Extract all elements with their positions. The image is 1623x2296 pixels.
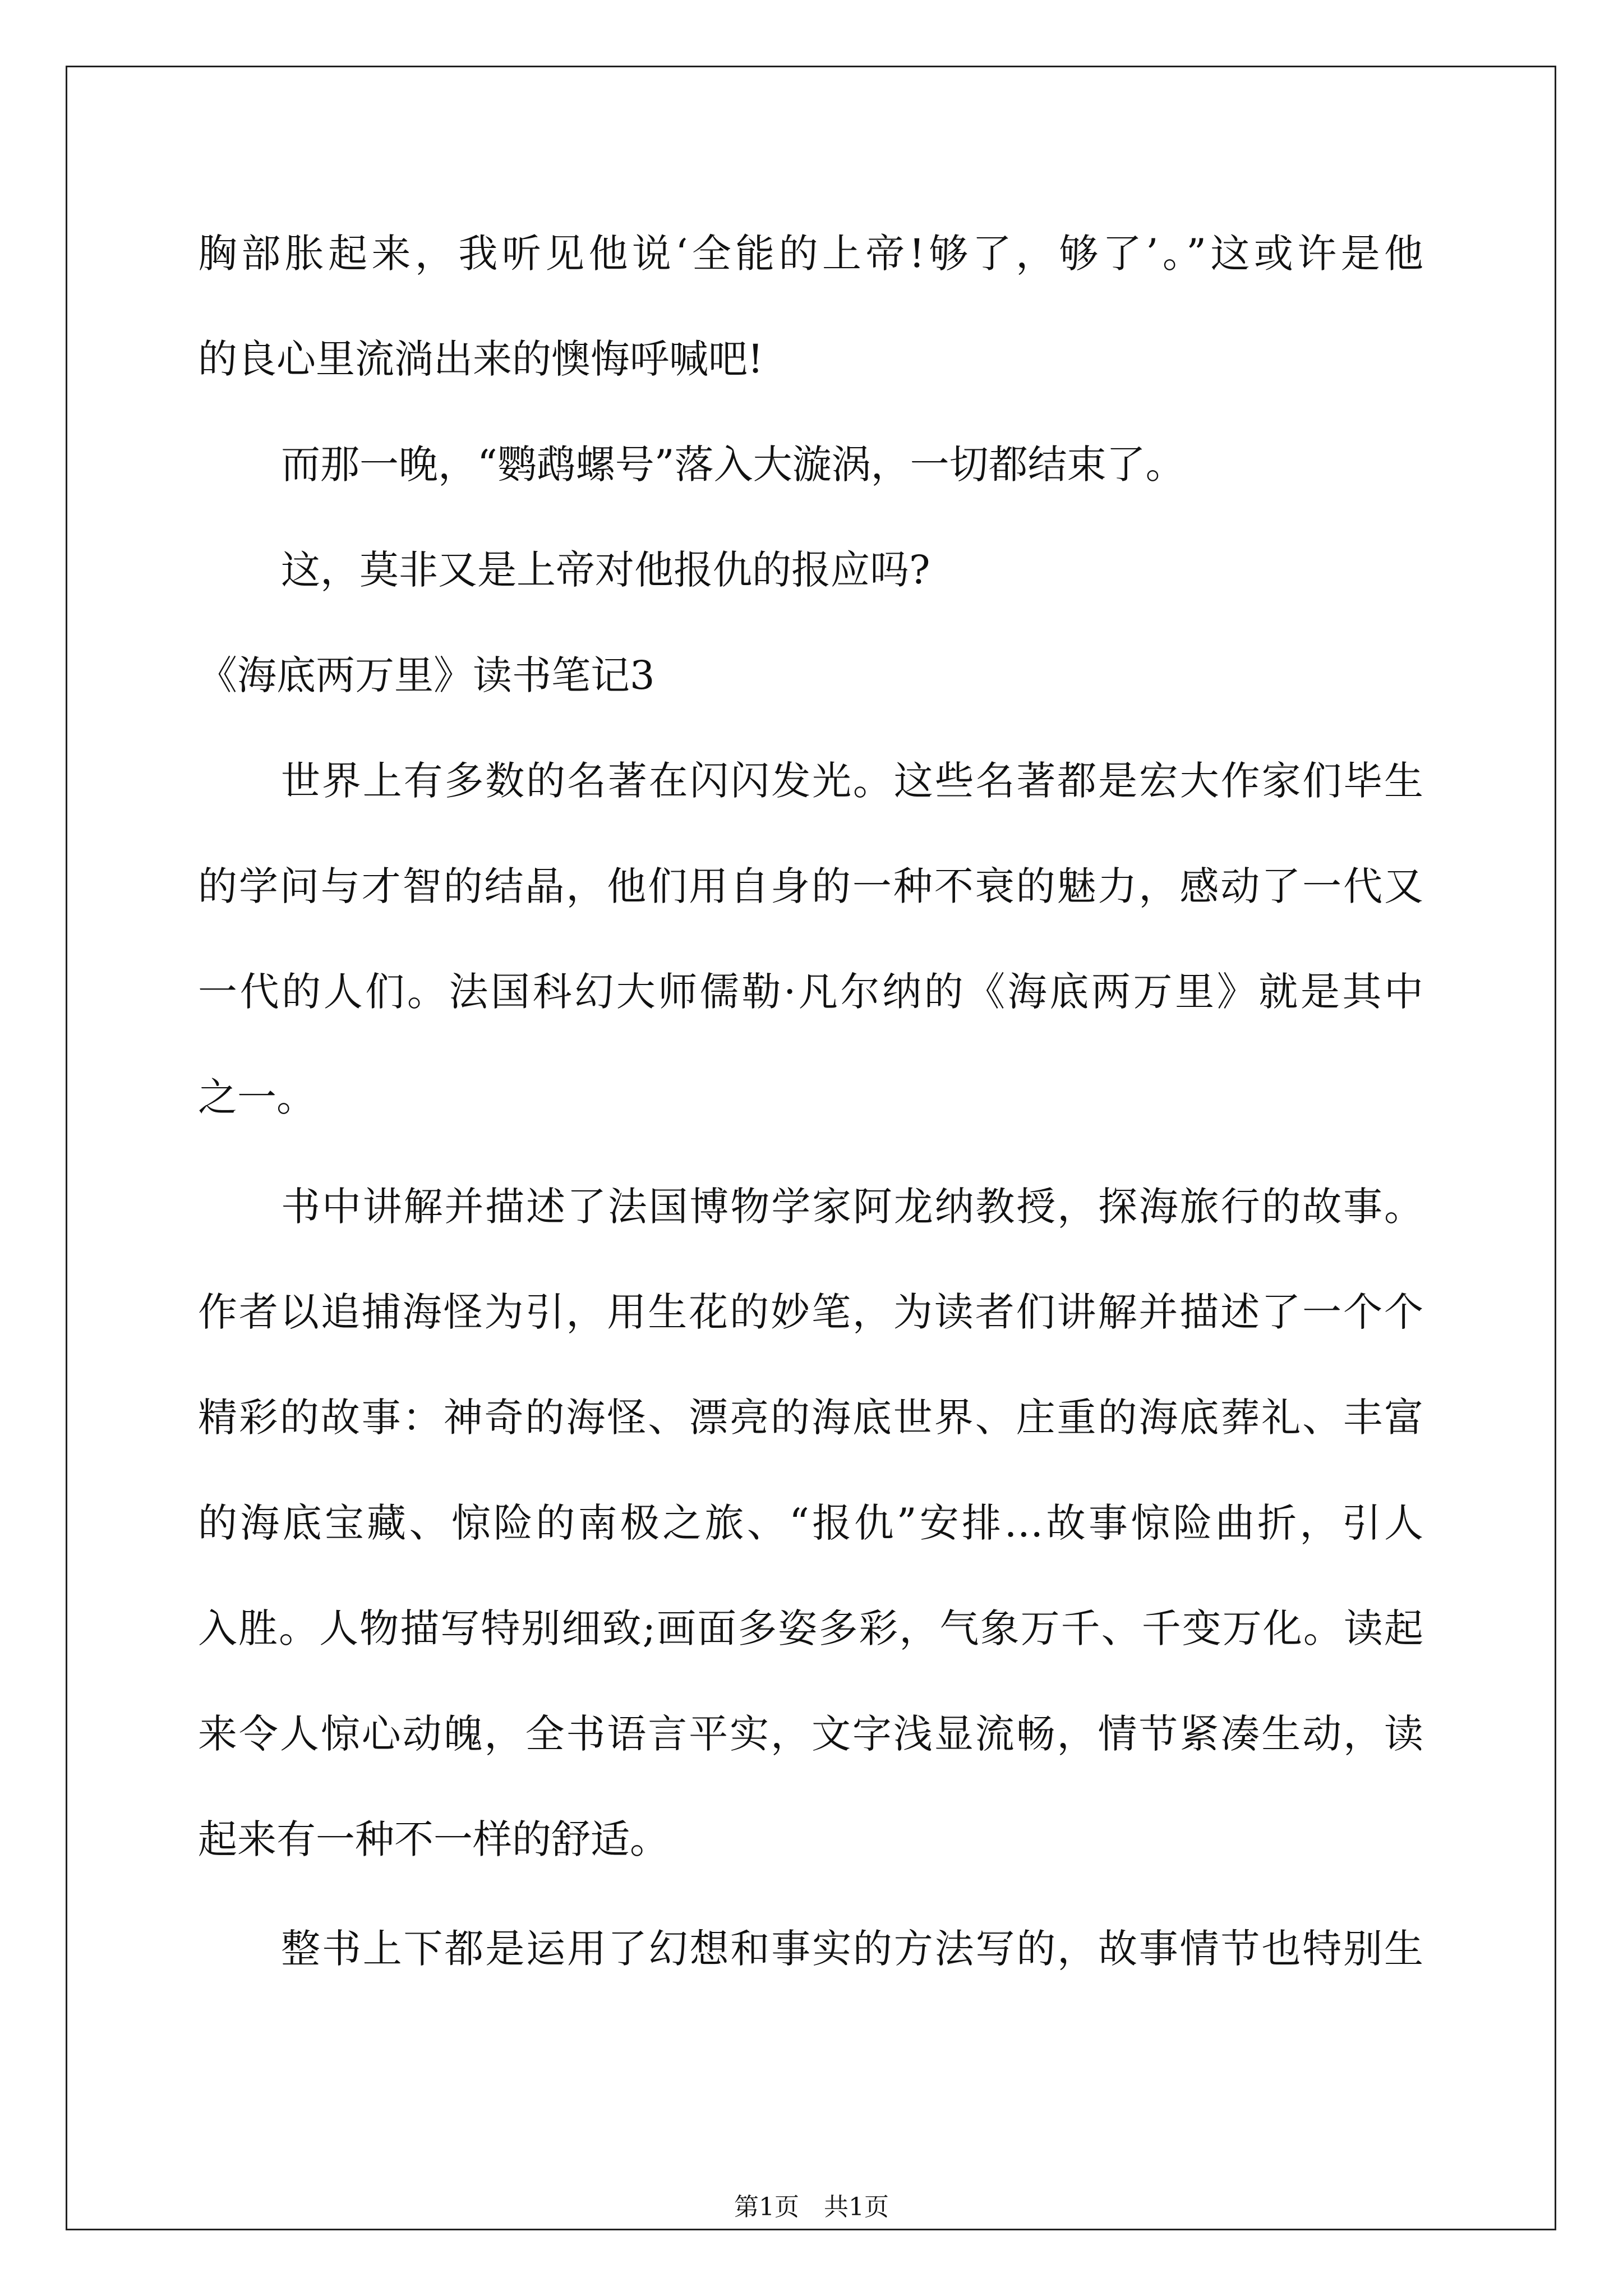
text-line-14: 入胜。人物描写特别细致;画面多姿多彩，气象万千、千变万化。读起 xyxy=(198,1605,1423,1651)
text-line-10: 书中讲解并描述了法国博物学家阿龙纳教授，探海旅行的故事。 xyxy=(281,1184,1423,1230)
page-footer: 第1页 共1页 xyxy=(734,2193,889,2221)
text-line-2: 的良心里流淌出来的懊悔呼喊吧! xyxy=(198,336,764,382)
text-line-13: 的海底宝藏、惊险的南极之旅、“报仇”安排…故事惊险曲折，引人 xyxy=(198,1500,1423,1546)
text-line-6: 世界上有多数的名著在闪闪发光。这些名著都是宏大作家们毕生 xyxy=(281,758,1423,804)
text-line-4: 这，莫非又是上帝对他报仇的报应吗? xyxy=(281,547,930,593)
text-line-1: 胸部胀起来，我听见他说‘全能的上帝!够了，够了’。”这或许是他 xyxy=(198,231,1423,277)
text-line-9: 之一。 xyxy=(198,1074,316,1120)
text-line-3: 而那一晚，“鹦鹉螺号”落入大漩涡，一切都结束了。 xyxy=(281,441,1185,487)
section-heading: 《海底两万里》读书笔记3 xyxy=(198,652,655,698)
text-line-12: 精彩的故事：神奇的海怪、漂亮的海底世界、庄重的海底葬礼、丰富 xyxy=(198,1395,1423,1441)
text-line-7: 的学问与才智的结晶，他们用自身的一种不衰的魅力，感动了一代又 xyxy=(198,863,1423,909)
document-body xyxy=(198,222,1423,2022)
text-line-15: 来令人惊心动魄，全书语言平实，文字浅显流畅，情节紧凑生动，读 xyxy=(198,1711,1423,1757)
text-line-17: 整书上下都是运用了幻想和事实的方法写的，故事情节也特别生 xyxy=(281,1926,1423,1972)
text-line-11: 作者以追捕海怪为引，用生花的妙笔，为读者们讲解并描述了一个个 xyxy=(198,1289,1423,1335)
text-line-16: 起来有一种不一样的舒适。 xyxy=(198,1816,669,1862)
text-line-8: 一代的人们。法国科幻大师儒勒·凡尔纳的《海底两万里》就是其中 xyxy=(198,969,1423,1015)
